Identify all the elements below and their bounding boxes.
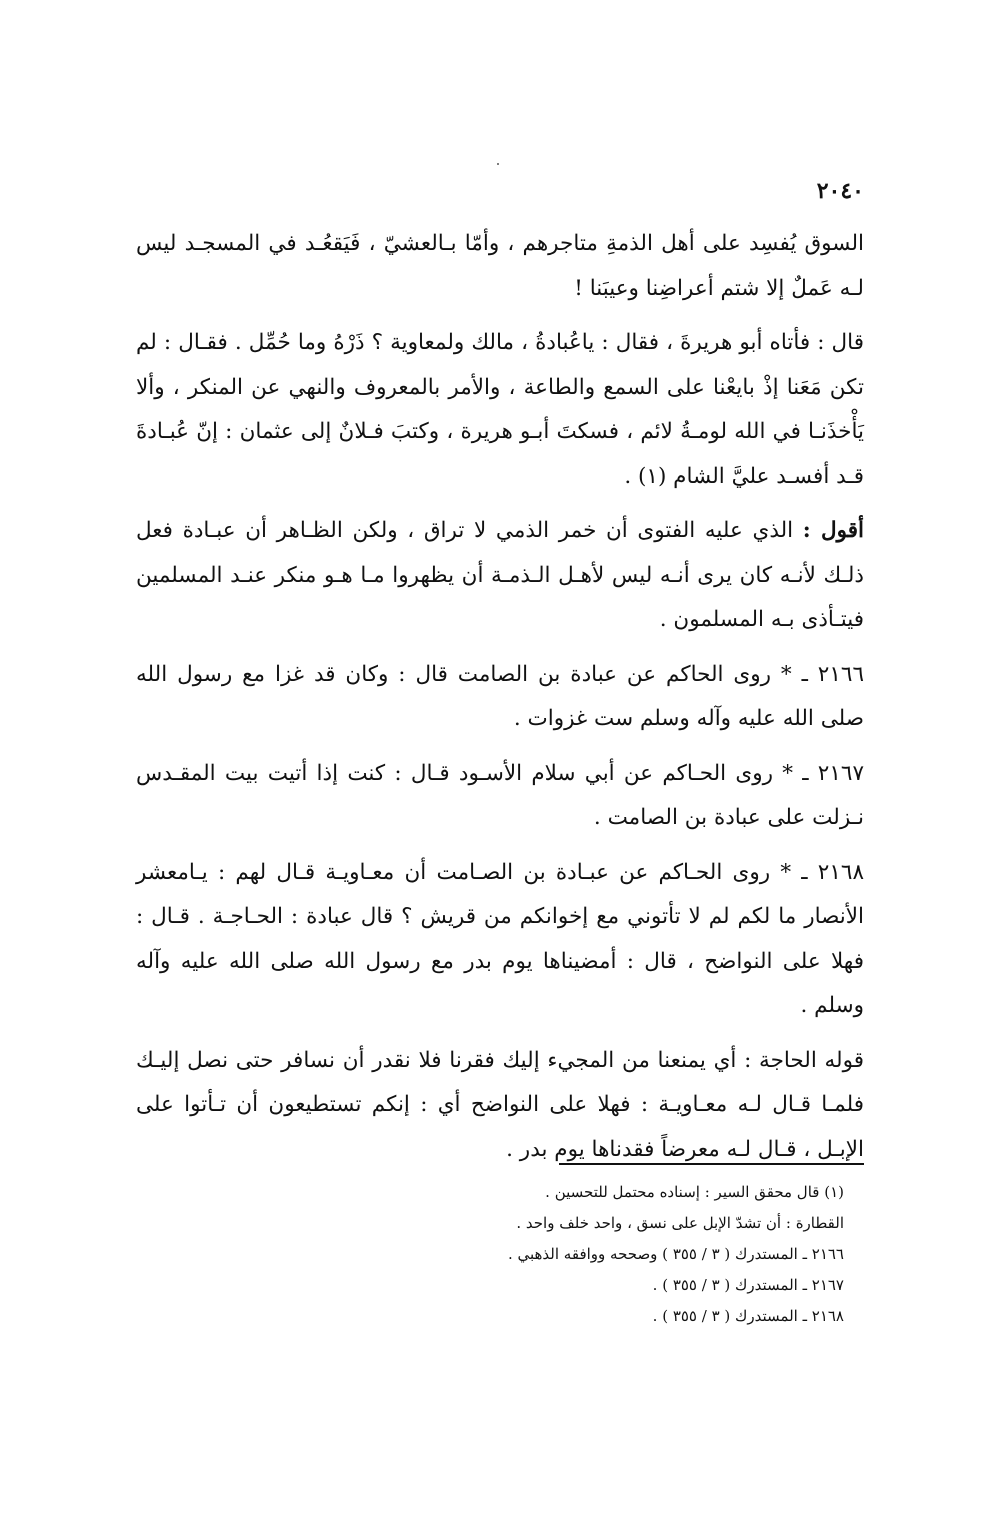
footnote-1: (١) قال محقق السير : إسناده محتمل للتحسين . (545, 1183, 844, 1201)
page-number: ٢٠٤٠ (816, 178, 864, 204)
paragraph-2: قال : فأتاه أبو هريرةَ ، فقال : ياعُبادةُ ، مالك ولمعاوية ؟ ذَرْهُ وما حُمِّل . فقـال : لم تكن مَعَنا إذْ بايعْنا على السمع والطاعة ، والأمر بالمعروف والنهي عن المنكر ، وألا يَأْخذَنـا في الله لومـةُ لائم ، فسكتَ أبـو هريرة ، وكتبَ فـلانٌ إلى عثمان : إنّ عُبـادةَ قـد أفسـد عليَّ الشام (١) . (136, 330, 864, 489)
footnote-2168: ٢١٦٨ ـ المستدرك ( ٣ / ٣٥٥ ) . (652, 1307, 844, 1325)
footnote-2167: ٢١٦٧ ـ المستدرك ( ٣ / ٣٥٥ ) . (652, 1276, 844, 1294)
hadith-2166: ٢١٦٦ ـ * روى الحاكم عن عبادة بن الصامت قال : وكان قد غزا مع رسول الله صلى الله عليه وآله وسلم ست غزوات . (136, 661, 864, 731)
paragraph-explanation: قوله الحاجة : أي يمنعنا من المجيء إليك فقرنا فلا نقدر أن نسافر حتى نصل إليـك فلمـا قـال لـه معـاويـة : فهلا على النواضح أي : إنكم تستطيعون أن تـأتوا على الإبـل ، قـال لـه معرضاً فقدناها يوم بدر . (136, 1047, 864, 1162)
footnotes (124, 1177, 844, 1332)
hadith-2168: ٢١٦٨ ـ * روى الحـاكم عن عبـادة بن الصـامت أن معـاويـة قـال لهم : يـامعشر الأنصار ما لكم لم لا تأتوني مع إخوانكم من قريش ؟ قال عبادة : الحـاجـة . قـال : فهلا على النواضح ، قال : أمضيناها يوم بدر مع رسول الله صلى الله عليه وآله وسلم . (136, 859, 864, 1018)
aqul-label: أقول : (802, 518, 864, 543)
paragraph-1: السوق يُفسِد على أهل الذمةِ متاجرهم ، وأمّا بـالعشيّ ، فَيَقعُـد في المسجـد ليس لـه عَملٌ إلا شتم أعراضِنا وعيبَنا ! (136, 231, 864, 301)
paragraph-3 (136, 509, 864, 643)
hadith-2167: ٢١٦٧ ـ * روى الحـاكم عن أبي سلام الأسـود قـال : كنت إذا أتيت بيت المقـدس نـزلت على عبادة بن الصامت . (136, 760, 864, 830)
footnote-2166: ٢١٦٦ ـ المستدرك ( ٣ / ٣٥٥ ) وصححه ووافقه الذهبي . (507, 1245, 844, 1263)
main-text (136, 222, 864, 1172)
paragraph-3-text: الذي عليه الفتوى أن خمر الذمي لا تراق ، ولكن الظـاهر أن عبـادة فعل ذلـك لأنـه كان يرى أنـه ليس لأهـل الـذمـة أن يظهروا مـا هـو منكر عنـد المسلمين فيتـأذى بـه المسلمون . (136, 518, 864, 632)
footnote-divider (559, 1163, 864, 1165)
scan-speck (497, 163, 499, 165)
footnote-qitara: القطارة : أن تشدّ الإبل على نسق ، واحد خلف واحد . (516, 1214, 844, 1232)
